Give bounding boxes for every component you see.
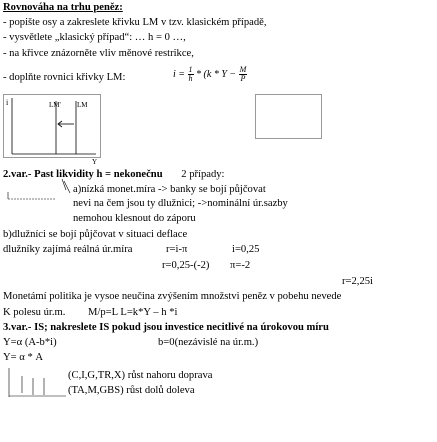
eq-lhs: i <box>173 68 176 80</box>
section-2-title: Past likvidity h = nekonečnu <box>34 169 163 180</box>
eq-frac1-den: h <box>188 74 193 83</box>
case-a-line-1: a)nízká monet.míra -> banky se bojí půjčovat <box>73 184 266 195</box>
lm-equation: i = $\frac{1}{h}$ * (k * Y − $\frac{M}{P}$ <box>173 65 247 83</box>
rate-drop-line: K polesu úr.m. <box>3 307 66 318</box>
growth-left-line: (TA,M,GBS) růst dolů doleva <box>68 385 195 396</box>
b-zero-note: b=0(nezávislé na úr.m.) <box>158 337 259 348</box>
formula-i: i=0,25 <box>232 244 260 255</box>
lm-axis-y-label: Y <box>92 158 98 166</box>
task-line-3: - na křivce znázorněte vliv měnové restrikce, <box>3 48 194 59</box>
money-demand-formula: M/p=L L=k*Y – h *i <box>88 307 178 318</box>
monetary-policy-line: Monetámí politika je vysoe neučina zvýšením množstvi peněz v pobehu nevede <box>3 291 342 302</box>
section-2-suffix: 2 případy: <box>181 169 225 180</box>
section-2-prefix: 2.var.- <box>3 169 32 180</box>
eq-y: Y <box>221 68 227 80</box>
section-1-title: Rovnováha na trhu peněz: <box>3 2 123 13</box>
eq-frac2-den: P <box>240 74 246 83</box>
task-line-1: - popište osy a zakreslete křivku LM v tzv. klasickém případě, <box>3 17 267 28</box>
formula-pi: π=-2 <box>230 260 251 271</box>
lm-label: LM <box>77 101 88 109</box>
eq-mid: (k <box>203 68 212 80</box>
is-equation: Y=α (A-b*i) <box>3 337 57 348</box>
formula-r: r=i-π <box>166 244 188 255</box>
lm-axis-i-label: i <box>6 98 9 107</box>
eq-tail: − <box>229 68 237 80</box>
case-b-line-2: dlužníky zajímá reálná úr.míra <box>3 244 133 255</box>
formula-r-calc: r=0,25-(-2) <box>162 260 210 271</box>
eq-frac1-num: 1 <box>188 65 193 74</box>
task-line-2: - vysvětlete „klasický případ“: … h = 0 …, <box>3 32 186 43</box>
section-3-heading: 3.var.- IS; nakreslete IS pokud jsou investice necitlivé na úrokovou míru <box>3 322 329 333</box>
case-a-line-2: nevi na čem jsou ty dlužnici; ->nominální úr.sazby <box>73 198 288 209</box>
task-line-4: - doplňte rovnici křivky LM: <box>3 72 126 83</box>
lm-prime-label: LM' <box>49 101 61 109</box>
case-a-line-3: nemohou klesnout do záporu <box>73 213 196 224</box>
growth-right-line: (C,I,G,TR,X) růst nahoru doprava <box>68 370 213 381</box>
eq-frac2-num: M <box>239 65 247 74</box>
is-simplified: Y= α * A <box>3 352 44 363</box>
formula-result: r=2,25i <box>342 276 373 287</box>
case-b-line-1: b)dlužníci se bojí půjčovat v situaci deflace <box>3 229 188 240</box>
